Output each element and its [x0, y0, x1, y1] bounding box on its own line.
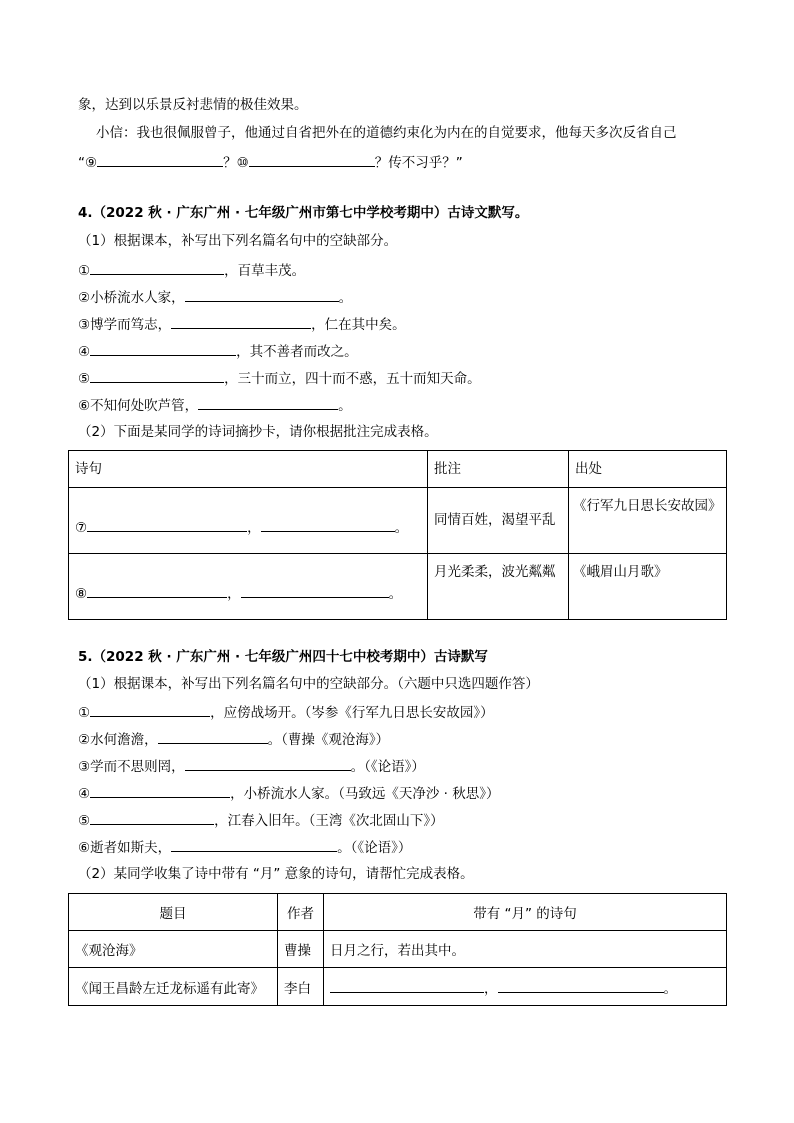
q5-item-3: ③学而不思则罔， 。（《论语》）: [78, 756, 425, 776]
q4-part1: （1）根据课本，补写出下列名篇名句中的空缺部分。: [78, 233, 398, 249]
poem-cell: ， 。: [324, 968, 727, 1006]
q4-title: 4.（2022 秋 · 广东广州 · 七年级广州市第七中学校考期中）古诗文默写。: [78, 205, 529, 221]
answer-blank[interactable]: [90, 341, 236, 356]
q5-item-2: ②水何澹澹， 。（曹操《观沧海》）: [78, 729, 389, 749]
q4-item-2: ②小桥流水人家， 。: [78, 287, 352, 307]
q5-item-4: ④ ，小桥流水人家。（马致远《天净沙 · 秋思》）: [78, 783, 499, 803]
answer-blank[interactable]: [261, 517, 395, 532]
answer-blank[interactable]: [90, 368, 224, 383]
answer-blank[interactable]: [90, 260, 224, 275]
intro-line-1: 象，达到以乐景反衬悲情的极佳效果。: [78, 97, 308, 113]
answer-blank-10[interactable]: [249, 152, 375, 167]
title-cell: 《闻王昌龄左迁龙标遥有此寄》: [69, 968, 278, 1006]
q4-table: [68, 450, 727, 620]
table-row: [69, 554, 727, 620]
answer-blank[interactable]: [87, 583, 227, 598]
table-header: 诗句: [69, 451, 428, 488]
q4-item-6: ⑥不知何处吹芦管， 。: [78, 395, 352, 415]
q4-item-3: ③博学而笃志， ，仁在其中矣。: [78, 314, 406, 334]
q5-part1: （1）根据课本，补写出下列名篇名句中的空缺部分。（六题中只选四题作答）: [78, 676, 539, 692]
author-cell: 李白: [278, 968, 324, 1006]
q4-item-5: ⑤ ，三十而立，四十而不惑，五十而知天命。: [78, 368, 481, 388]
author-cell: 曹操: [278, 931, 324, 968]
answer-blank-9[interactable]: [97, 152, 223, 167]
q4-part2: （2）下面是某同学的诗词摘抄卡，请你根据批注完成表格。: [78, 424, 438, 440]
answer-blank[interactable]: [90, 810, 214, 825]
answer-blank[interactable]: [158, 729, 268, 744]
table-header: 作者: [278, 894, 324, 931]
note-cell: 月光柔柔，波光粼粼: [428, 554, 569, 620]
answer-blank[interactable]: [87, 517, 247, 532]
q-suffix: ？传不习乎？”: [374, 155, 463, 171]
answer-blank[interactable]: [185, 756, 351, 771]
poem-cell: ⑧ ， 。: [69, 554, 428, 620]
poem-cell: 日月之行，若出其中。: [324, 931, 727, 968]
answer-blank[interactable]: [198, 395, 338, 410]
table-header: 批注: [428, 451, 569, 488]
answer-blank[interactable]: [90, 783, 230, 798]
q9-prefix: “⑨: [78, 155, 98, 171]
answer-blank[interactable]: [498, 978, 664, 993]
answer-blank[interactable]: [330, 978, 484, 993]
table-row: [69, 488, 727, 554]
table-header: 题目: [69, 894, 278, 931]
q5-item-5: ⑤ ，江春入旧年。（王湾《次北固山下》）: [78, 810, 444, 830]
intro-line-3: [78, 152, 463, 172]
source-cell: 《行军九日思长安故园》: [569, 488, 727, 554]
answer-blank[interactable]: [185, 287, 339, 302]
answer-blank[interactable]: [171, 314, 311, 329]
title-cell: 《观沧海》: [69, 931, 278, 968]
answer-blank[interactable]: [90, 702, 210, 717]
poem-cell: ⑦ ， 。: [69, 488, 428, 554]
q5-part2: （2）某同学收集了诗中带有 “月” 意象的诗句，请帮忙完成表格。: [78, 866, 474, 882]
table-row: [69, 931, 727, 968]
answer-blank[interactable]: [171, 837, 337, 852]
q4-item-1: ① ，百草丰茂。: [78, 260, 305, 280]
table-header: 带有 “月” 的诗句: [324, 894, 727, 931]
intro-line-2: 小信：我也很佩服曾子，他通过自省把外在的道德约束化为内在的自觉要求，他每天多次反省自己: [96, 125, 677, 141]
q5-table: [68, 893, 727, 1006]
q4-item-4: ④ ，其不善者而改之。: [78, 341, 358, 361]
q5-title: 5.（2022 秋 · 广东广州 · 七年级广州四十七中校考期中）古诗默写: [78, 649, 488, 665]
table-header: 出处: [569, 451, 727, 488]
answer-blank[interactable]: [241, 583, 389, 598]
note-cell: 同情百姓，渴望平乱: [428, 488, 569, 554]
q10-prefix: ？⑩: [223, 155, 249, 171]
q5-item-1: ① ，应傍战场开。（岑参《行军九日思长安故园》）: [78, 702, 494, 722]
source-cell: 《峨眉山月歌》: [569, 554, 727, 620]
table-row: [69, 968, 727, 1006]
q5-item-6: ⑥逝者如斯夫， 。（《论语》）: [78, 837, 411, 857]
